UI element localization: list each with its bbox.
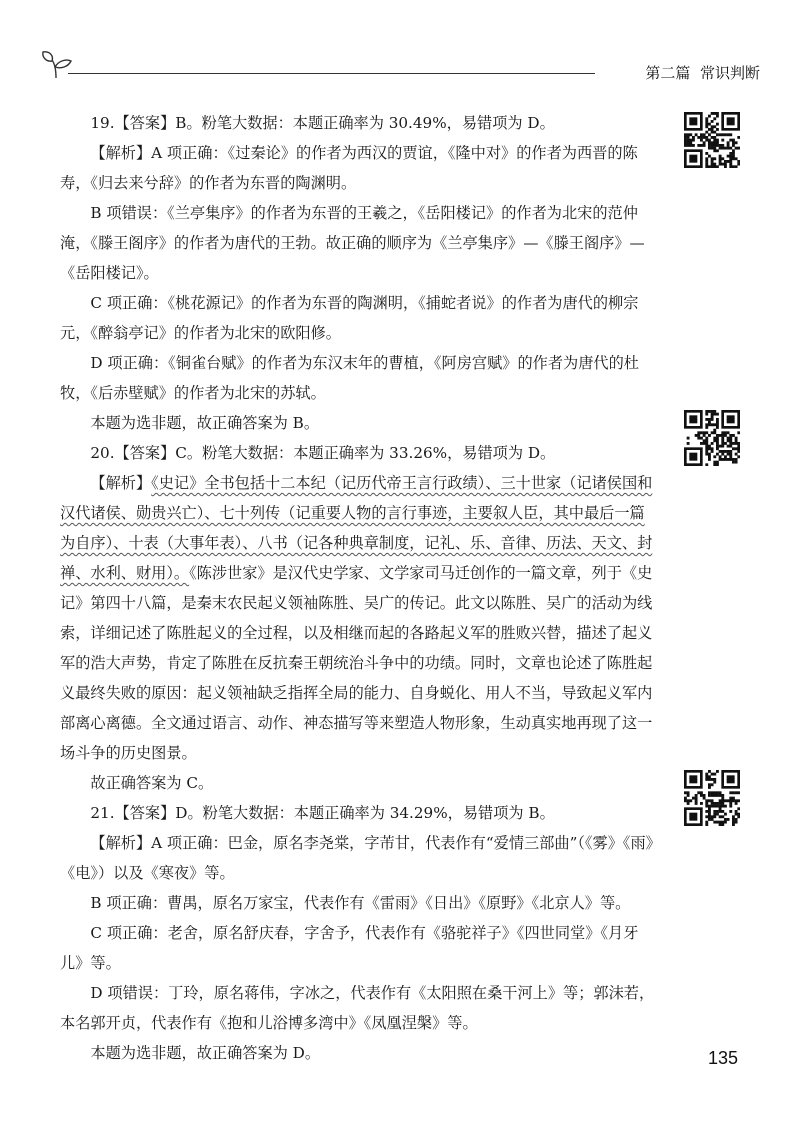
page-number: 135 [707, 1048, 738, 1068]
q19-option-b: B 项错误：《兰亭集序》的作者为东晋的王羲之，《岳阳楼记》的作者为北宋的范仲淹，《滕王阁序》的作者为唐代的王勃。故正确的顺序为《兰亭集序》—《滕王阁序》—《岳阳楼记》。 [60, 204, 645, 282]
qr-code-icon[interactable] [684, 410, 740, 466]
header-rule [68, 73, 595, 74]
q20-analysis [60, 468, 658, 768]
q20-analysis-rest: 《陈涉世家》是汉代史学家、文学家司马迁创作的一篇文章，列于《史记》第四十八篇，是秦末农民起义领袖陈胜、吴广的传记。此文以陈胜、吴广的活动为线索，详细记述了陈胜起义的全过程，以及相继而起的各路起义军的胜败兴替，描述了起义军的浩大声势，肯定了陈胜在反抗秦王朝统治斗争中的功绩。同时，文章也论述了陈胜起义最终失败的原因：起义领袖缺乏指挥全局的能力、自身蜕化、用人不当，导致起义军内部离心离德。全文通过语言、动作、神态描写等来塑造人物形象，生动真实地再现了这一场斗争的历史图景。 [60, 564, 653, 762]
q19-option-a: 【解析】A 项正确：《过秦论》的作者为西汉的贾谊，《隆中对》的作者为西晋的陈寿，《归去来兮辞》的作者为东晋的陶渊明。 [60, 144, 638, 192]
q19-answer: 19.【答案】B。粉笔大数据：本题正确率为 30.49%，易错项为 D。 [90, 114, 555, 132]
q20-analysis-underlined: 《史记》全书包括十二本纪（记历代帝王言行政绩）、三十世家（记诸侯国和汉代诸侯、勋贵兴亡）、七十列传（记重要人物的言行事迹，主要叙人臣，其中最后一篇为自序）、十表（大事年表）、八书（记各种典章制度，记礼、乐、音律、历法、天文、封禅、水利、财用）。 [60, 474, 653, 582]
q19-conclusion: 本题为选非题，故正确答案为 B。 [90, 414, 320, 432]
q19-option-c: C 项正确：《桃花源记》的作者为东晋的陶渊明，《捕蛇者说》的作者为唐代的柳宗元，《醉翁亭记》的作者为北宋的欧阳修。 [60, 294, 639, 342]
header-title [645, 62, 760, 83]
q21-option-a: 【解析】A 项正确：巴金，原名李尧棠，字芾甘，代表作有“爱情三部曲”（《雾》《雨》《电》）以及《寒夜》等。 [60, 834, 654, 882]
q21-option-c: C 项正确：老舍，原名舒庆春，字舍予，代表作有《骆驼祥子》《四世同堂》《月牙儿》等。 [60, 924, 639, 972]
q21-option-b: B 项正确：曹禺，原名万家宝，代表作有《雷雨》《日出》《原野》《北京人》等。 [90, 894, 631, 912]
header-section: 常识判断 [699, 64, 760, 82]
sprout-icon [40, 48, 74, 80]
qr-code-icon[interactable] [684, 112, 740, 168]
q21-answer: 21.【答案】D。粉笔大数据：本题正确率为 34.29%，易错项为 B。 [90, 804, 555, 822]
page-content [60, 108, 658, 1068]
q19-option-d: D 项正确：《铜雀台赋》的作者为东汉末年的曹植，《阿房宫赋》的作者为唐代的杜牧，《后赤壁赋》的作者为北宋的苏轼。 [60, 354, 639, 402]
q21-conclusion: 本题为选非题，故正确答案为 D。 [90, 1044, 321, 1062]
header-part: 第二篇 [645, 64, 691, 82]
q20-conclusion: 故正确答案为 C。 [90, 774, 214, 792]
q21-option-d: D 项错误：丁玲，原名蒋伟，字冰之，代表作有《太阳照在桑干河上》等；郭沫若，本名郭开贞，代表作有《抱和儿浴博多湾中》《凤凰涅槃》等。 [60, 984, 655, 1032]
qr-code-icon[interactable] [684, 770, 740, 826]
q20-answer: 20.【答案】C。粉笔大数据：本题正确率为 33.26%，易错项为 D。 [90, 444, 556, 462]
page-header [40, 48, 760, 88]
q20-analysis-label: 【解析】 [90, 474, 152, 492]
